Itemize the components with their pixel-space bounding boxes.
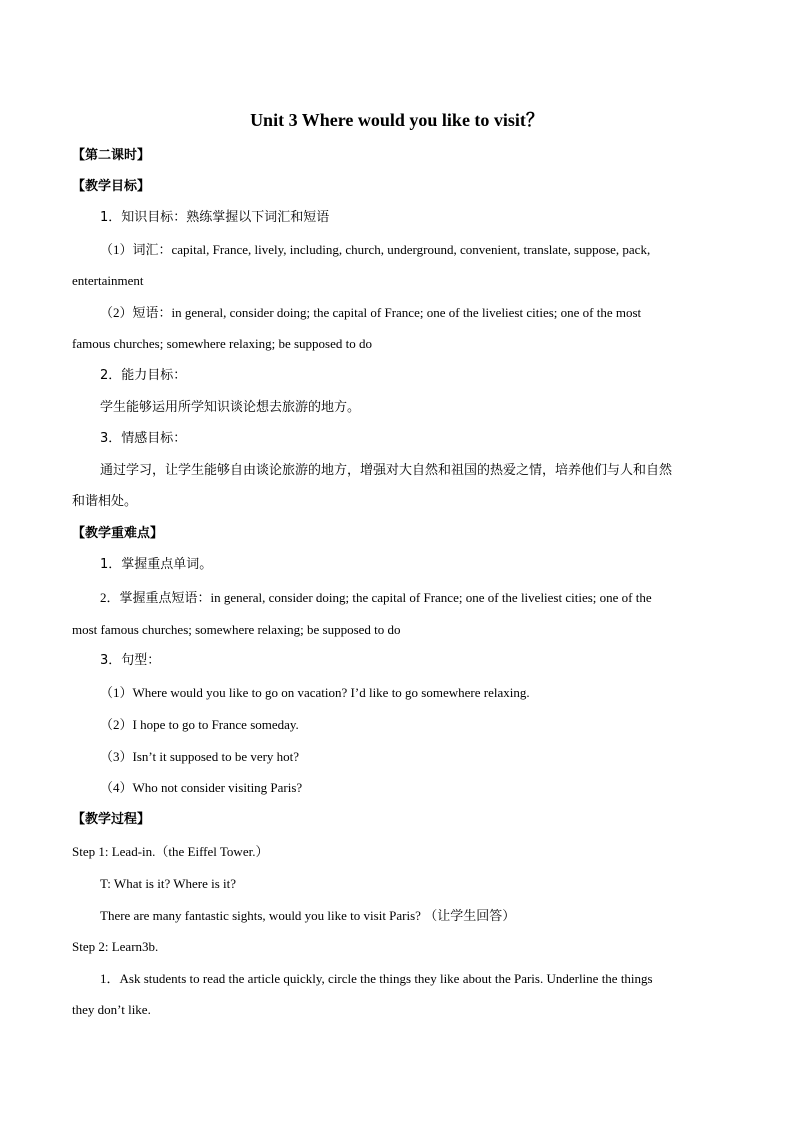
lesson-label: 【第二课时】 xyxy=(72,148,151,163)
goal-ability-text: 学生能够运用所学知识谈论想去旅游的地方。 xyxy=(100,400,361,415)
keypoint-sentences: 3．句型： xyxy=(100,653,161,668)
phrase-line-1: （2）短语：in general, consider doing; the capital of France; one of the liveliest cities; one of the most xyxy=(100,305,642,320)
document-title: Unit 3 Where would you like to visit？ xyxy=(250,110,544,130)
step-2: Step 2: Learn3b. xyxy=(72,939,159,954)
sentence-3: （3）Isn’t it supposed to be very hot? xyxy=(100,749,300,764)
step-1-teacher: T: What is it? Where is it? xyxy=(100,876,237,891)
sentence-1: （1）Where would you like to go on vacation? I’d like to go somewhere relaxing. xyxy=(100,685,530,700)
step-2-line-2: they don’t like. xyxy=(72,1002,151,1017)
keypoint-phrases-line-1: 2．掌握重点短语：in general, consider doing; the capital of France; one of the liveliest cities; one of the xyxy=(100,590,652,605)
step-1: Step 1: Lead-in.（the Eiffel Tower.） xyxy=(72,844,269,859)
process-heading: 【教学过程】 xyxy=(72,812,151,827)
step-2-line-1: 1．Ask students to read the article quickly, circle the things they like about the Paris. Underline the things xyxy=(100,971,653,986)
vocab-line-2: entertainment xyxy=(72,273,144,288)
goal-knowledge: 1．知识目标：熟练掌握以下词汇和短语 xyxy=(100,210,330,225)
phrase-line-2: famous churches; somewhere relaxing; be supposed to do xyxy=(72,336,373,351)
goals-heading: 【教学目标】 xyxy=(72,179,151,194)
step-1-question: There are many fantastic sights, would you like to visit Paris? （让学生回答） xyxy=(100,908,516,923)
keypoint-words: 1．掌握重点单词。 xyxy=(100,557,213,572)
vocab-line-1: （1）词汇：capital, France, lively, including, church, underground, convenient, translate, suppose, pack, xyxy=(100,242,651,257)
sentence-4: （4）Who not consider visiting Paris? xyxy=(100,780,303,795)
keypoint-phrases-line-2: most famous churches; somewhere relaxing; be supposed to do xyxy=(72,622,401,637)
keypoints-heading: 【教学重难点】 xyxy=(72,526,164,541)
sentence-2: （2）I hope to go to France someday. xyxy=(100,717,299,732)
goal-ability: 2．能力目标： xyxy=(100,368,187,383)
goal-emotion-line-1: 通过学习，让学生能够自由谈论旅游的地方，增强对大自然和祖国的热爱之情，培养他们与人和自然 xyxy=(100,463,673,478)
goal-emotion-line-2: 和谐相处。 xyxy=(72,494,138,509)
goal-emotion: 3．情感目标： xyxy=(100,431,187,446)
